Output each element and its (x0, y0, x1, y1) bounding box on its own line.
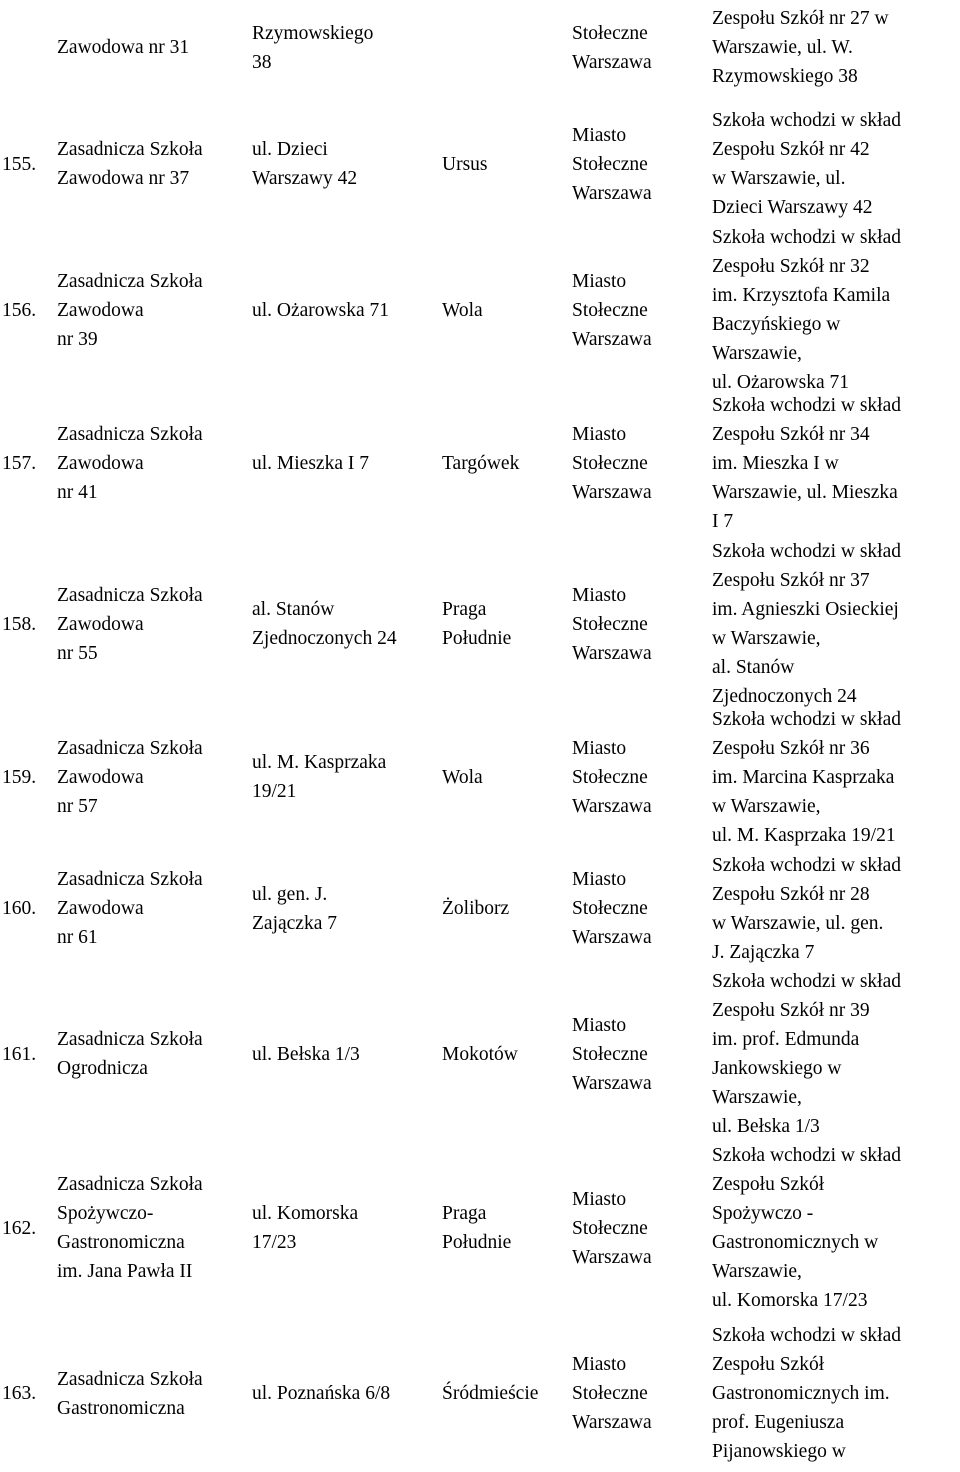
school-address-line: ul. Poznańska 6/8 (252, 1383, 391, 1404)
school-name-line: nr 61 (57, 927, 98, 948)
remarks-cell (712, 4, 960, 91)
remarks-cell (712, 91, 960, 237)
city-line: Miasto (572, 1354, 627, 1375)
city-line: Stołeczne (572, 613, 648, 635)
city-cell (572, 967, 706, 1141)
remarks-line: Zespołu Szkół (712, 1174, 825, 1195)
row-number-line: 158. (2, 613, 37, 635)
remarks-line: Szkoła wchodzi w skład (712, 541, 902, 562)
remarks-line: Warszawie, (712, 343, 802, 364)
row-number-cell (2, 4, 52, 91)
school-address-cell (252, 850, 442, 967)
remarks-line: Szkoła wchodzi w skład (712, 708, 902, 730)
school-name-cell (57, 967, 252, 1141)
remarks-line: Warszawie, ul. W. (712, 37, 853, 58)
school-address-line: ul. Dzieci (252, 139, 328, 160)
school-name-line: nr 41 (57, 482, 98, 503)
remarks-line: Gastronomicznych w (712, 1232, 879, 1253)
remarks-line: Zespołu Szkół nr 42 (712, 139, 870, 160)
city-line: Miasto (572, 737, 627, 759)
city-line: Miasto (572, 584, 627, 606)
city-line: Stołeczne (572, 299, 648, 321)
remarks-line: ul. M. Kasprzaka 19/21 (712, 824, 896, 846)
remarks-line: ul. Komorska 17/23 (712, 1290, 868, 1311)
district-line: Mokotów (442, 1043, 518, 1065)
table-row (0, 704, 960, 850)
school-name-line: nr 55 (57, 642, 98, 664)
table-row (0, 850, 960, 967)
school-name-line: Zasadnicza Szkoła (57, 737, 203, 759)
district-line: Żoliborz (442, 898, 510, 919)
school-name-cell (57, 91, 252, 237)
district-line: Praga (442, 1203, 487, 1224)
district-line: Południe (442, 1232, 512, 1253)
city-line: Stołeczne (572, 1383, 648, 1404)
remarks-line: Zespołu Szkół nr 36 (712, 737, 870, 759)
row-number-cell (2, 383, 52, 544)
school-name-line: nr 39 (57, 328, 98, 350)
remarks-line: J. Zajączka 7 (712, 941, 815, 963)
city-line: Warszawa (572, 795, 652, 817)
row-number-cell (2, 704, 52, 850)
school-name-line: Zasadnicza Szkoła (57, 1368, 203, 1390)
school-name-cell (57, 383, 252, 544)
city-line: Warszawa (572, 927, 652, 948)
table-row (0, 383, 960, 544)
remarks-cell (712, 227, 960, 393)
school-name-cell (57, 1141, 252, 1315)
remarks-cell (712, 383, 960, 544)
school-name-cell (57, 4, 252, 91)
district-line: Targówek (442, 453, 520, 474)
city-cell (572, 1315, 706, 1472)
table-row (0, 227, 960, 393)
remarks-line: Szkoła wchodzi w skład (712, 854, 902, 876)
remarks-cell (712, 850, 960, 967)
city-cell (572, 1141, 706, 1315)
school-name-line: Zawodowa nr 31 (57, 37, 190, 58)
school-address-line: ul. Komorska (252, 1203, 359, 1224)
row-number-cell (2, 237, 52, 383)
remarks-line: Zespołu Szkół nr 37 (712, 570, 870, 591)
school-address-cell (252, 544, 442, 704)
city-cell (572, 91, 706, 237)
school-address-line: ul. gen. J. (252, 883, 328, 905)
remarks-line: im. Mieszka I w (712, 453, 839, 474)
remarks-line: Szkoła wchodzi w skład (712, 1325, 902, 1346)
school-address-cell (252, 967, 442, 1141)
row-number-cell (2, 850, 52, 967)
remarks-line: w Warszawie, (712, 795, 821, 817)
city-line: Miasto (572, 424, 627, 445)
city-line: Warszawa (572, 1246, 652, 1268)
school-name-line: Zawodowa (57, 299, 144, 321)
city-line: Miasto (572, 869, 627, 890)
school-name-line: Zasadnicza Szkoła (57, 1174, 203, 1195)
city-cell (572, 237, 706, 383)
remarks-line: Spożywczo - (712, 1203, 814, 1224)
school-name-line: Gastronomiczna (57, 1397, 185, 1419)
row-number-line: 157. (2, 453, 37, 474)
remarks-line: Zespołu Szkół (712, 1354, 825, 1375)
remarks-line: Szkoła wchodzi w skład (712, 1145, 902, 1166)
district-cell (442, 544, 572, 704)
district-line: Ursus (442, 153, 488, 175)
school-address-cell (252, 704, 442, 850)
table-row (0, 541, 960, 707)
school-name-line: Spożywczo- (57, 1203, 154, 1224)
row-number-cell (2, 544, 52, 704)
school-name-line: Zawodowa (57, 898, 144, 919)
district-cell (442, 1315, 572, 1472)
remarks-cell (712, 1141, 960, 1315)
city-line: Miasto (572, 124, 627, 146)
city-line: Stołeczne (572, 1217, 648, 1239)
remarks-line: Zespołu Szkół nr 32 (712, 256, 870, 277)
remarks-cell (712, 967, 960, 1141)
city-line: Stołeczne (572, 766, 648, 788)
city-line: Stołeczne (572, 153, 648, 175)
row-number-cell (2, 967, 52, 1141)
school-name-line: Gastronomiczna (57, 1232, 185, 1253)
school-address-line: Zjednoczonych 24 (252, 628, 397, 649)
city-line: Miasto (572, 1188, 627, 1210)
row-number-cell (2, 1315, 52, 1472)
school-address-cell (252, 1315, 442, 1472)
school-address-line: Warszawy 42 (252, 168, 358, 189)
school-address-line: Rzymowskiego (252, 22, 374, 44)
district-line: Wola (442, 766, 483, 788)
remarks-line: Szkoła wchodzi w skład (712, 110, 902, 131)
table-row (0, 4, 960, 91)
city-line: Miasto (572, 270, 627, 292)
table-row (0, 1315, 960, 1472)
district-cell (442, 704, 572, 850)
school-name-line: Zawodowa (57, 453, 144, 474)
remarks-line: Dzieci Warszawy 42 (712, 197, 873, 218)
city-line: Warszawa (572, 482, 652, 503)
school-name-line: Zawodowa (57, 766, 144, 788)
remarks-line: im. prof. Edmunda (712, 1029, 860, 1050)
school-address-line: ul. M. Kasprzaka (252, 752, 387, 773)
row-number-line: 159. (2, 766, 37, 788)
city-cell (572, 544, 706, 704)
school-name-line: Zawodowa (57, 613, 144, 635)
remarks-line: al. Stanów (712, 657, 795, 678)
remarks-line: ul. Ożarowska 71 (712, 372, 850, 393)
row-number-cell (2, 1141, 52, 1315)
district-cell (442, 1141, 572, 1315)
school-name-cell (57, 850, 252, 967)
remarks-line: Gastronomicznych im. (712, 1383, 890, 1404)
remarks-line: Jankowskiego w (712, 1058, 842, 1079)
city-line: Warszawa (572, 182, 652, 204)
city-line: Stołeczne (572, 1043, 648, 1065)
remarks-line: im. Agnieszki Osieckiej (712, 599, 899, 620)
school-address-line: 17/23 (252, 1232, 297, 1253)
city-line: Warszawa (572, 1072, 652, 1094)
district-line: Śródmieście (442, 1383, 539, 1404)
district-cell (442, 850, 572, 967)
city-cell (572, 850, 706, 967)
remarks-cell (712, 1315, 960, 1472)
remarks-line: Warszawie, (712, 1261, 802, 1282)
remarks-cell (712, 704, 960, 850)
district-cell (442, 237, 572, 383)
school-address-cell (252, 4, 442, 91)
school-name-cell (57, 704, 252, 850)
remarks-line: Zespołu Szkół nr 28 (712, 883, 870, 905)
remarks-line: Zespołu Szkół nr 27 w (712, 8, 889, 29)
school-address-cell (252, 383, 442, 544)
remarks-line: Zespołu Szkół nr 34 (712, 424, 870, 445)
remarks-cell (712, 541, 960, 707)
district-line: Praga (442, 599, 487, 620)
remarks-line: Zespołu Szkół nr 39 (712, 1000, 870, 1021)
school-name-line: Zasadnicza Szkoła (57, 869, 203, 890)
city-cell (572, 704, 706, 850)
row-number-line: 163. (2, 1383, 37, 1404)
district-cell (442, 4, 572, 91)
row-number-line: 155. (2, 153, 37, 175)
row-number-line: 160. (2, 898, 37, 919)
city-line: Stołeczne (572, 22, 648, 44)
school-address-line: ul. Mieszka I 7 (252, 453, 369, 474)
city-cell (572, 383, 706, 544)
row-number-line: 161. (2, 1043, 37, 1065)
remarks-line: Rzymowskiego 38 (712, 66, 858, 87)
school-name-cell (57, 544, 252, 704)
city-line: Stołeczne (572, 898, 648, 919)
school-name-cell (57, 1315, 252, 1472)
school-name-line: Zasadnicza Szkoła (57, 584, 203, 606)
row-number-line: 162. (2, 1217, 37, 1239)
remarks-line: Zjednoczonych 24 (712, 686, 857, 707)
district-cell (442, 383, 572, 544)
school-address-cell (252, 237, 442, 383)
school-address-line: 19/21 (252, 781, 297, 802)
remarks-line: w Warszawie, ul. (712, 168, 846, 189)
remarks-line: Szkoła wchodzi w skład (712, 227, 902, 248)
school-name-line: Zasadnicza Szkoła (57, 1029, 203, 1050)
school-name-line: Zasadnicza Szkoła (57, 424, 203, 445)
school-address-line: Zajączka 7 (252, 912, 337, 934)
school-address-line: ul. Bełska 1/3 (252, 1043, 360, 1065)
school-name-line: im. Jana Pawła II (57, 1261, 193, 1282)
school-name-line: nr 57 (57, 795, 98, 817)
row-number-cell (2, 91, 52, 237)
school-address-cell (252, 91, 442, 237)
remarks-line: Szkoła wchodzi w skład (712, 395, 902, 416)
district-cell (442, 91, 572, 237)
city-cell (572, 4, 706, 91)
table-row (0, 1141, 960, 1315)
district-cell (442, 967, 572, 1141)
remarks-line: ul. Bełska 1/3 (712, 1116, 820, 1137)
school-name-line: Zasadnicza Szkoła (57, 139, 203, 160)
remarks-line: w Warszawie, ul. gen. (712, 912, 884, 934)
remarks-line: Pijanowskiego w (712, 1441, 846, 1462)
remarks-line: prof. Eugeniusza (712, 1412, 845, 1433)
remarks-line: Warszawie, ul. Mieszka (712, 482, 898, 503)
school-address-line: al. Stanów (252, 599, 335, 620)
city-line: Warszawa (572, 51, 652, 73)
city-line: Warszawa (572, 642, 652, 664)
district-line: Wola (442, 299, 483, 321)
school-address-line: 38 (252, 51, 272, 73)
remarks-line: w Warszawie, (712, 628, 821, 649)
school-name-line: Zawodowa nr 37 (57, 168, 190, 189)
remarks-line: im. Krzysztofa Kamila (712, 285, 891, 306)
school-address-cell (252, 1141, 442, 1315)
city-line: Warszawa (572, 328, 652, 350)
school-address-line: ul. Ożarowska 71 (252, 299, 390, 321)
remarks-line: Warszawie, (712, 1087, 802, 1108)
remarks-line: im. Marcina Kasprzaka (712, 766, 895, 788)
city-line: Miasto (572, 1014, 627, 1036)
city-line: Warszawa (572, 1412, 652, 1433)
school-name-line: Ogrodnicza (57, 1058, 148, 1079)
district-line: Południe (442, 628, 512, 649)
table-row (0, 967, 960, 1141)
city-line: Stołeczne (572, 453, 648, 474)
remarks-line: Baczyńskiego w (712, 314, 841, 335)
school-name-line: Zasadnicza Szkoła (57, 270, 203, 292)
school-name-cell (57, 237, 252, 383)
remarks-line: Szkoła wchodzi w skład (712, 971, 902, 992)
row-number-line: 156. (2, 299, 37, 321)
remarks-line: I 7 (712, 511, 734, 532)
table-row (0, 91, 960, 237)
